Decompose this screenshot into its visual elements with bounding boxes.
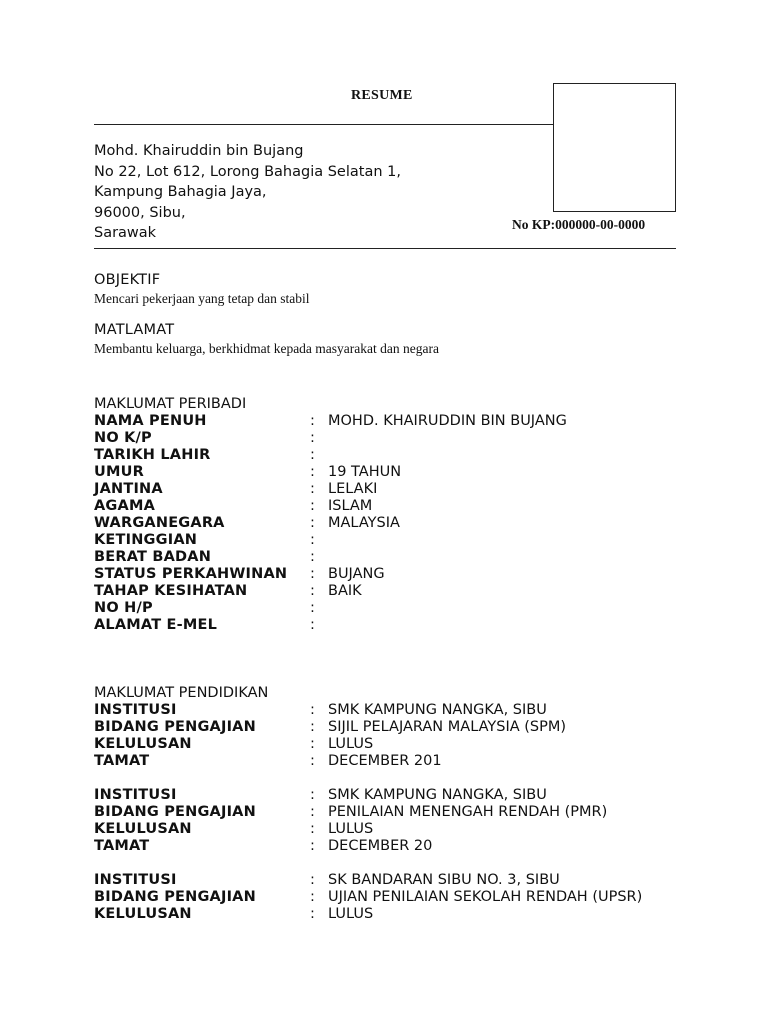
field-label: KETINGGIAN [94, 532, 198, 548]
field-separator: : [310, 753, 315, 769]
field-separator: : [310, 872, 315, 888]
field-separator: : [310, 532, 315, 548]
personal-info-row [94, 566, 754, 583]
field-separator: : [310, 719, 315, 735]
field-label: TAMAT [94, 753, 150, 769]
personal-info-row [94, 481, 754, 498]
field-separator: : [310, 481, 315, 497]
ic-number: No KP:000000-00-0000 [512, 217, 646, 232]
field-label: TAHAP KESIHATAN [94, 583, 248, 599]
photo-placeholder [553, 83, 676, 212]
address-line-2: Kampung Bahagia Jaya, [94, 184, 267, 200]
objective-heading: OBJEKTIF [94, 272, 161, 288]
personal-info-row [94, 464, 754, 481]
field-label: BERAT BADAN [94, 549, 212, 565]
field-value [328, 617, 754, 634]
field-label: INSTITUSI [94, 702, 177, 718]
field-value: BUJANG [328, 566, 385, 582]
field-separator: : [310, 430, 315, 446]
personal-info-rows [94, 413, 754, 634]
education-row [94, 872, 754, 889]
field-separator: : [310, 838, 315, 854]
field-value: DECEMBER 201 [328, 753, 442, 769]
field-separator: : [310, 787, 315, 803]
field-separator: : [310, 464, 315, 480]
address-postcode: 96000, Sibu, [94, 204, 186, 221]
field-value: MALAYSIA [328, 515, 400, 531]
field-value [328, 430, 754, 447]
education-rows [94, 702, 754, 923]
field-value: SK BANDARAN SIBU NO. 3, SIBU [328, 872, 560, 888]
personal-info-row [94, 583, 754, 600]
field-value [328, 532, 754, 549]
education-row [94, 736, 754, 753]
goal-heading: MATLAMAT [94, 322, 175, 338]
field-separator: : [310, 804, 315, 820]
objective-text: Mencari pekerjaan yang tetap dan stabil [94, 291, 310, 306]
field-separator: : [310, 736, 315, 752]
address-block [94, 141, 401, 244]
education-row [94, 906, 754, 923]
field-value [328, 549, 754, 566]
field-separator: : [310, 549, 315, 565]
field-separator: : [310, 889, 315, 905]
field-label: TARIKH LAHIR [94, 447, 211, 463]
field-label: TAMAT [94, 838, 150, 854]
education-row [94, 753, 754, 770]
address-name: Mohd. Khairuddin bin Bujang [94, 143, 304, 159]
field-separator: : [310, 515, 315, 531]
personal-info-row [94, 600, 754, 617]
field-separator: : [310, 600, 315, 616]
field-label: INSTITUSI [94, 872, 177, 888]
field-separator: : [310, 702, 315, 718]
field-label: BIDANG PENGAJIAN [94, 804, 256, 820]
education-row [94, 787, 754, 804]
field-label: KELULUSAN [94, 821, 192, 837]
personal-info-row [94, 532, 754, 549]
education-heading: MAKLUMAT PENDIDIKAN [94, 685, 269, 701]
field-separator: : [310, 498, 315, 514]
field-label: JANTINA [94, 481, 163, 497]
page-title: RESUME [351, 88, 413, 103]
field-value: LULUS [328, 736, 374, 752]
field-value: MOHD. KHAIRUDDIN BIN BUJANG [328, 413, 567, 429]
field-label: ALAMAT E-MEL [94, 617, 218, 633]
field-label: KELULUSAN [94, 906, 192, 922]
personal-info-row [94, 617, 754, 634]
field-label: BIDANG PENGAJIAN [94, 719, 256, 735]
field-label: NO H/P [94, 600, 153, 616]
education-row [94, 889, 754, 906]
personal-info-section [94, 396, 754, 634]
field-value: BAIK [328, 583, 362, 599]
education-row [94, 719, 754, 736]
field-label: WARGANEGARA [94, 515, 225, 531]
field-value [328, 447, 754, 464]
header-divider [94, 248, 676, 249]
field-label: INSTITUSI [94, 787, 177, 803]
personal-info-row [94, 413, 754, 430]
field-separator: : [310, 906, 315, 922]
field-value: LELAKI [328, 481, 378, 497]
field-separator: : [310, 617, 315, 633]
field-value: ISLAM [328, 498, 373, 514]
education-row [94, 838, 754, 855]
address-line-1: No 22, Lot 612, Lorong Bahagia Selatan 1, [94, 163, 401, 180]
field-value: SMK KAMPUNG NANGKA, SIBU [328, 787, 547, 803]
field-value: LULUS [328, 821, 374, 837]
field-value: LULUS [328, 906, 374, 922]
field-value: DECEMBER 20 [328, 838, 433, 854]
education-section [94, 685, 754, 923]
field-value [328, 600, 754, 617]
field-value: SMK KAMPUNG NANGKA, SIBU [328, 702, 547, 718]
field-separator: : [310, 566, 315, 582]
goal-text: Membantu keluarga, berkhidmat kepada masyarakat dan negara [94, 341, 439, 356]
education-row [94, 821, 754, 838]
field-label: KELULUSAN [94, 736, 192, 752]
field-separator: : [310, 413, 315, 429]
field-separator: : [310, 821, 315, 837]
top-divider [94, 124, 553, 125]
field-value: PENILAIAN MENENGAH RENDAH (PMR) [328, 804, 608, 820]
personal-info-row [94, 430, 754, 447]
field-label: UMUR [94, 464, 144, 480]
field-label: NAMA PENUH [94, 413, 207, 429]
personal-info-heading: MAKLUMAT PERIBADI [94, 396, 247, 412]
field-label: NO K/P [94, 430, 152, 446]
field-separator: : [310, 583, 315, 599]
personal-info-row [94, 515, 754, 532]
personal-info-row [94, 498, 754, 515]
field-separator: : [310, 447, 315, 463]
personal-info-row [94, 549, 754, 566]
group-spacer [94, 855, 754, 872]
field-value: 19 TAHUN [328, 464, 402, 480]
personal-info-row [94, 447, 754, 464]
field-label: BIDANG PENGAJIAN [94, 889, 256, 905]
field-value: UJIAN PENILAIAN SEKOLAH RENDAH (UPSR) [328, 889, 643, 905]
address-state: Sarawak [94, 225, 157, 241]
group-spacer [94, 770, 754, 787]
education-row [94, 702, 754, 719]
field-value: SIJIL PELAJARAN MALAYSIA (SPM) [328, 719, 567, 735]
field-label: STATUS PERKAHWINAN [94, 566, 288, 582]
education-row [94, 804, 754, 821]
field-label: AGAMA [94, 498, 155, 514]
